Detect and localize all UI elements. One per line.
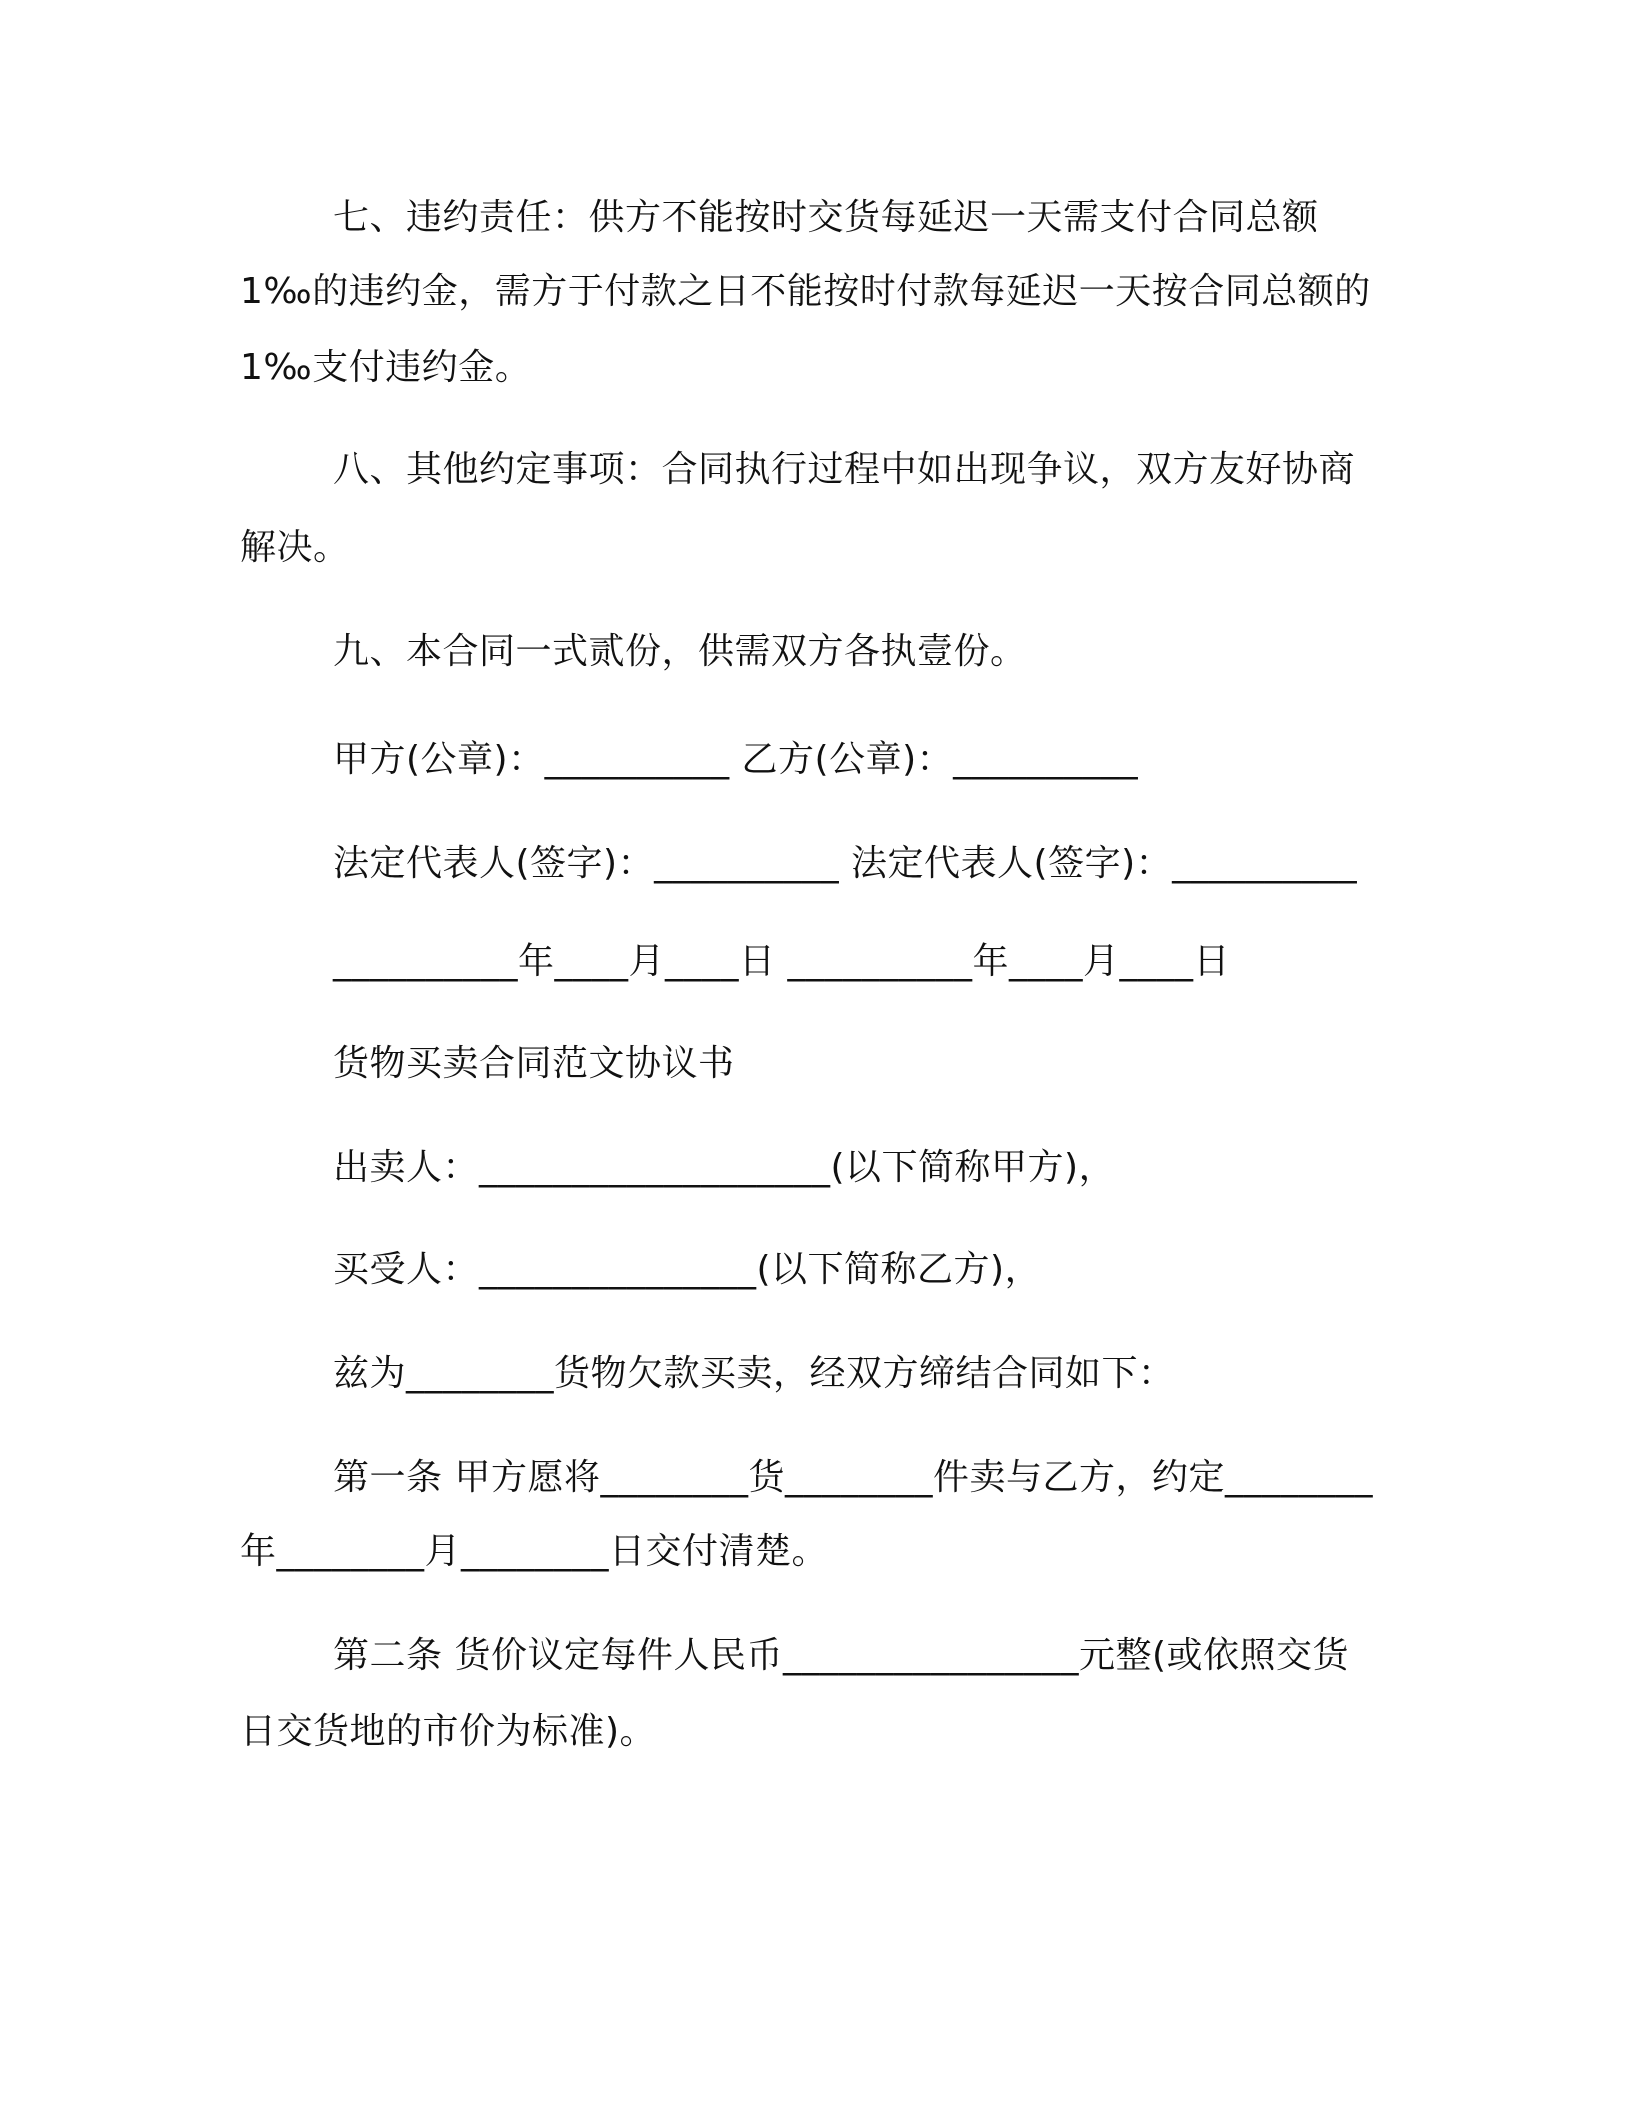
section7-line1: 七、违约责任：供方不能按时交货每延迟一天需支付合同总额	[333, 197, 1319, 238]
section8-line1: 八、其他约定事项：合同执行过程中如出现争议，双方友好协商	[333, 449, 1356, 490]
section8-line2: 解决。	[240, 527, 350, 568]
intro-line: 兹为________货物欠款买卖，经双方缔结合同如下：	[333, 1353, 1175, 1394]
seller-line: 出卖人：___________________(以下简称甲方)，	[333, 1147, 1116, 1188]
section7-line3: 1‰支付违约金。	[240, 347, 532, 388]
representative-signature-line: 法定代表人(签字)：__________ 法定代表人(签字)：__________	[333, 843, 1358, 884]
article2-line2: 日交货地的市价为标准)。	[240, 1711, 657, 1752]
article1-line1: 第一条 甲方愿将________货________件卖与乙方，约定________	[333, 1457, 1373, 1498]
date-line: __________年____月____日 __________年____月____日	[333, 941, 1230, 982]
section9-line1: 九、本合同一式贰份，供需双方各执壹份。	[333, 631, 1027, 672]
agreement-title: 货物买卖合同范文协议书	[333, 1043, 735, 1084]
article1-line2: 年________月________日交付清楚。	[240, 1531, 829, 1572]
seal-signature-line: 甲方(公章)：__________ 乙方(公章)：__________	[333, 739, 1139, 780]
buyer-line: 买受人：_______________(以下简称乙方)，	[333, 1249, 1042, 1290]
section7-line2: 1‰的违约金，需方于付款之日不能按时付款每延迟一天按合同总额的	[240, 271, 1371, 312]
article2-line1: 第二条 货价议定每件人民币________________元整(或依照交货	[333, 1635, 1349, 1676]
